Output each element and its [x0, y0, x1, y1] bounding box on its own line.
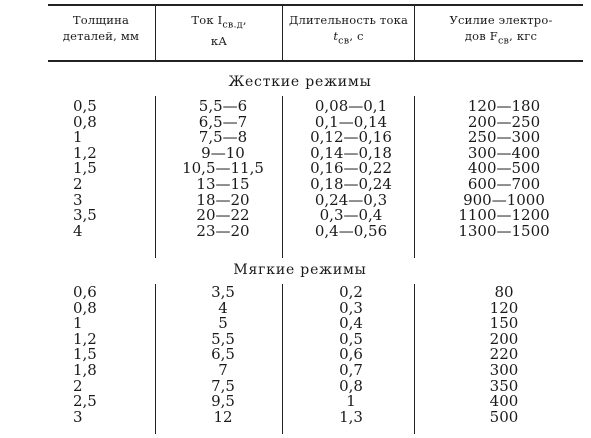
table-cell: 7,5—8 [198, 128, 248, 147]
header-duration-line2 [284, 28, 413, 49]
table-cell: 0,6 [73, 283, 97, 301]
table-cell: 9,5 [211, 392, 235, 411]
table-cell: 12 [213, 407, 233, 426]
table-cell: 0,18—0,24 [310, 174, 392, 193]
table-cell: 2,5 [73, 392, 97, 411]
hard-current-column [175, 99, 271, 239]
hard-thickness-column [73, 99, 133, 239]
body-divider-3-top [414, 96, 415, 258]
header-divider-3 [414, 6, 415, 60]
table-cell: 1,5 [73, 159, 97, 178]
table-cell: 200 [489, 329, 519, 348]
table-cell: 5,5—6 [198, 97, 248, 115]
header-current-label: Ток I [191, 13, 223, 27]
table-cell: 120 [489, 298, 519, 317]
hard-force-column [438, 99, 570, 239]
table-cell: 150 [489, 314, 519, 333]
table-cell: 4 [73, 221, 83, 240]
table-cell: 3,5 [73, 206, 97, 225]
header-force-label: дов F [464, 29, 498, 43]
header-force [416, 12, 586, 49]
table-cell: 0,5 [73, 97, 97, 115]
table-cell: 0,3—0,4 [319, 206, 383, 225]
table-cell: 0,08—0,1 [314, 97, 388, 115]
table-cell: 1300—1500 [458, 221, 550, 240]
table-cell: 0,24—0,3 [314, 190, 388, 209]
table-cell: 0,2 [339, 283, 363, 301]
table-cell: 0,16—0,22 [310, 159, 392, 178]
soft-thickness-column [73, 285, 133, 425]
table-cell: 7,5 [211, 376, 235, 395]
header-thickness-line1: Толщина [72, 13, 130, 27]
table-cell: 0,5 [339, 329, 363, 348]
table-cell: 600—700 [467, 174, 541, 193]
table-cell: 400—500 [467, 159, 541, 178]
table-cell: 20—22 [196, 206, 250, 225]
table-cell: 0,3 [339, 298, 363, 317]
header-force-unit: , кгс [509, 29, 538, 43]
table-cell: 0,4—0,56 [314, 221, 388, 240]
soft-force-column [438, 285, 570, 425]
table-cell: 1,2 [73, 143, 97, 162]
table-cell: 1,2 [73, 329, 97, 348]
table-cell: 80 [494, 283, 514, 301]
section-title-soft: Мягкие режимы [233, 262, 367, 278]
header-duration-unit: , с [349, 29, 364, 43]
table-cell: 1,8 [73, 360, 97, 379]
header-force-line2 [416, 28, 586, 49]
table-cell: 400 [489, 392, 519, 411]
table-cell: 0,12—0,16 [310, 128, 392, 147]
header-divider-2 [282, 6, 283, 60]
hard-duration-column [296, 99, 406, 239]
table-cell: 300—400 [467, 143, 541, 162]
table-cell: 200—250 [467, 112, 541, 131]
body-divider-3-bottom [414, 284, 415, 434]
header-force-subscript: св [497, 35, 510, 47]
header-duration-subscript: св [338, 35, 350, 47]
table-cell: 0,1—0,14 [314, 112, 388, 131]
table-cell: 23—20 [196, 221, 250, 240]
header-current-line1 [157, 12, 281, 33]
table-cell: 10,5—11,5 [182, 159, 264, 178]
table-cell: 5,5 [211, 329, 235, 348]
header-divider-1 [155, 6, 156, 60]
table-cell: 0,6 [339, 345, 363, 364]
header-thickness [48, 12, 154, 44]
section-title-hard: Жесткие режимы [228, 74, 372, 90]
table-cell: 250—300 [467, 128, 541, 147]
table-cell: 2 [73, 376, 83, 395]
table-cell: 350 [489, 376, 519, 395]
table-cell: 900—1000 [463, 190, 545, 209]
header-current-subscript: св.д [222, 19, 243, 31]
table-cell: 1100—1200 [458, 206, 550, 225]
body-divider-2-bottom [282, 284, 283, 434]
table-cell: 3 [73, 407, 83, 426]
table-cell: 1,5 [73, 345, 97, 364]
table-cell: 4 [218, 298, 228, 317]
table-cell: 7 [218, 360, 228, 379]
header-current [157, 12, 281, 49]
body-divider-1-bottom [155, 284, 156, 434]
header-duration-line1: Длительность тока [288, 13, 409, 27]
table-cell: 5 [218, 314, 228, 333]
table-cell: 0,8 [73, 298, 97, 317]
table-cell: 300 [489, 360, 519, 379]
soft-duration-column [296, 285, 406, 425]
table-cell: 1,3 [339, 407, 363, 426]
table-cell: 3,5 [211, 283, 235, 301]
table-cell: 1 [73, 128, 83, 147]
header-bottom-rule [48, 60, 583, 62]
soft-current-column [175, 285, 271, 425]
header-thickness-line2: деталей, мм [62, 29, 140, 43]
body-divider-1-top [155, 96, 156, 258]
table-cell: 13—15 [196, 174, 250, 193]
table-cell: 0,7 [339, 360, 363, 379]
table-cell: 220 [489, 345, 519, 364]
table-cell: 0,8 [339, 376, 363, 395]
table-cell: 2 [73, 174, 83, 193]
table-cell: 3 [73, 190, 83, 209]
header-duration [284, 12, 413, 49]
table-cell: 6,5—7 [198, 112, 248, 131]
table-cell: 18—20 [196, 190, 250, 209]
table-cell: 9—10 [201, 143, 245, 162]
body-divider-2-top [282, 96, 283, 258]
header-force-line1: Усилие электро- [449, 13, 553, 27]
table-cell: 6,5 [211, 345, 235, 364]
table-top-rule [48, 4, 583, 6]
header-duration-var: t [333, 29, 339, 43]
table-cell: 0,8 [73, 112, 97, 131]
table-cell: 0,4 [339, 314, 363, 333]
table-cell: 120—180 [467, 97, 541, 115]
table-cell: 1 [73, 314, 83, 333]
table-cell: 1 [346, 392, 356, 411]
table-cell: 500 [489, 407, 519, 426]
header-current-line2: кА [210, 34, 228, 49]
header-current-comma: , [242, 13, 247, 27]
table-cell: 0,14—0,18 [310, 143, 392, 162]
